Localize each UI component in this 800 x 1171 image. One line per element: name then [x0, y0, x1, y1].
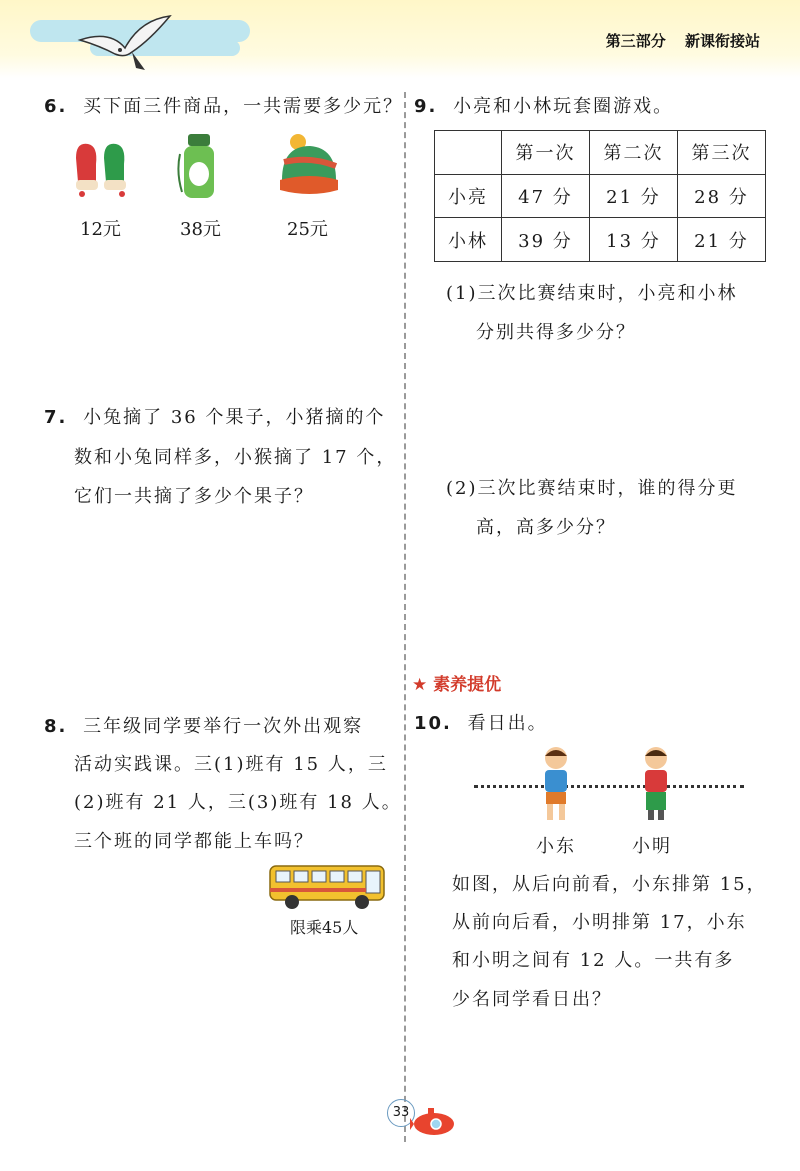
question-9-sub2-line: 高，高多少分？	[476, 517, 616, 538]
question-6: 6. 买下面三件商品，一共需要多少元？	[44, 96, 404, 117]
thermos-icon	[176, 132, 222, 200]
question-9: 9. 小亮和小林玩套圈游戏。	[414, 96, 674, 117]
queue-dots	[474, 785, 744, 788]
table-cell: 13 分	[590, 218, 678, 262]
mittens-icon	[70, 138, 132, 198]
bus-icon	[268, 864, 388, 910]
table-cell: 第三次	[678, 131, 766, 175]
question-10-line: 和小明之间有 12 人。一共有多	[452, 950, 735, 971]
question-8-line: 活动实践课。三(1)班有 15 人，三	[74, 754, 388, 775]
page-number: 33	[387, 1099, 415, 1127]
name-label: 小明	[632, 836, 672, 857]
table-cell: 21 分	[590, 174, 678, 218]
table-header-row	[435, 131, 766, 175]
price-label: 12元	[80, 219, 121, 240]
price-label: 38元	[180, 219, 221, 240]
seagull-icon	[70, 10, 180, 82]
boy-xiaodong-icon	[536, 744, 576, 826]
table-row	[435, 218, 766, 262]
score-table	[434, 130, 766, 262]
question-9-sub1-line: 分别共得多少分？	[476, 322, 636, 343]
section-tag: ★ 素养提优	[412, 675, 502, 695]
table-cell: 28 分	[678, 174, 766, 218]
winter-hat-icon	[276, 132, 342, 198]
question-7: 7. 小兔摘了 36 个果子，小猪摘的个	[44, 407, 386, 428]
submarine-icon	[410, 1104, 458, 1138]
question-9-sub1: (1)三次比赛结束时，小亮和小林	[446, 283, 738, 304]
star-icon: ★	[412, 675, 428, 695]
bus-capacity-label: 限乘45人	[290, 918, 359, 937]
price-label: 25元	[287, 219, 328, 240]
question-10-line: 从前向后看，小明排第 17，小东	[452, 912, 747, 933]
column-divider	[404, 92, 406, 1142]
table-row	[435, 174, 766, 218]
question-10-line: 如图，从后向前看，小东排第 15，	[452, 874, 767, 895]
question-9-sub2: (2)三次比赛结束时，谁的得分更	[446, 478, 738, 499]
table-cell: 小亮	[435, 174, 502, 218]
question-8-line: (2)班有 21 人，三(3)班有 18 人。	[74, 792, 402, 813]
table-cell	[435, 131, 502, 175]
table-cell: 39 分	[502, 218, 590, 262]
header-title	[592, 30, 760, 51]
table-cell: 第一次	[502, 131, 590, 175]
table-cell: 小林	[435, 218, 502, 262]
table-cell: 47 分	[502, 174, 590, 218]
table-cell: 第二次	[590, 131, 678, 175]
question-10-line: 少名同学看日出？	[452, 989, 612, 1010]
question-10: 10. 看日出。	[414, 713, 548, 734]
table-cell: 21 分	[678, 218, 766, 262]
section-label: 新课衔接站	[684, 32, 760, 50]
boy-xiaoming-icon	[636, 744, 676, 826]
question-8: 8. 三年级同学要举行一次外出观察	[44, 716, 364, 737]
part-label: 第三部分	[605, 32, 666, 50]
question-7-line: 数和小兔同样多，小猴摘了 17 个，	[74, 447, 397, 468]
question-8-line: 三个班的同学都能上车吗？	[74, 831, 314, 852]
question-7-line: 它们一共摘了多少个果子？	[74, 486, 314, 507]
name-label: 小东	[536, 836, 576, 857]
